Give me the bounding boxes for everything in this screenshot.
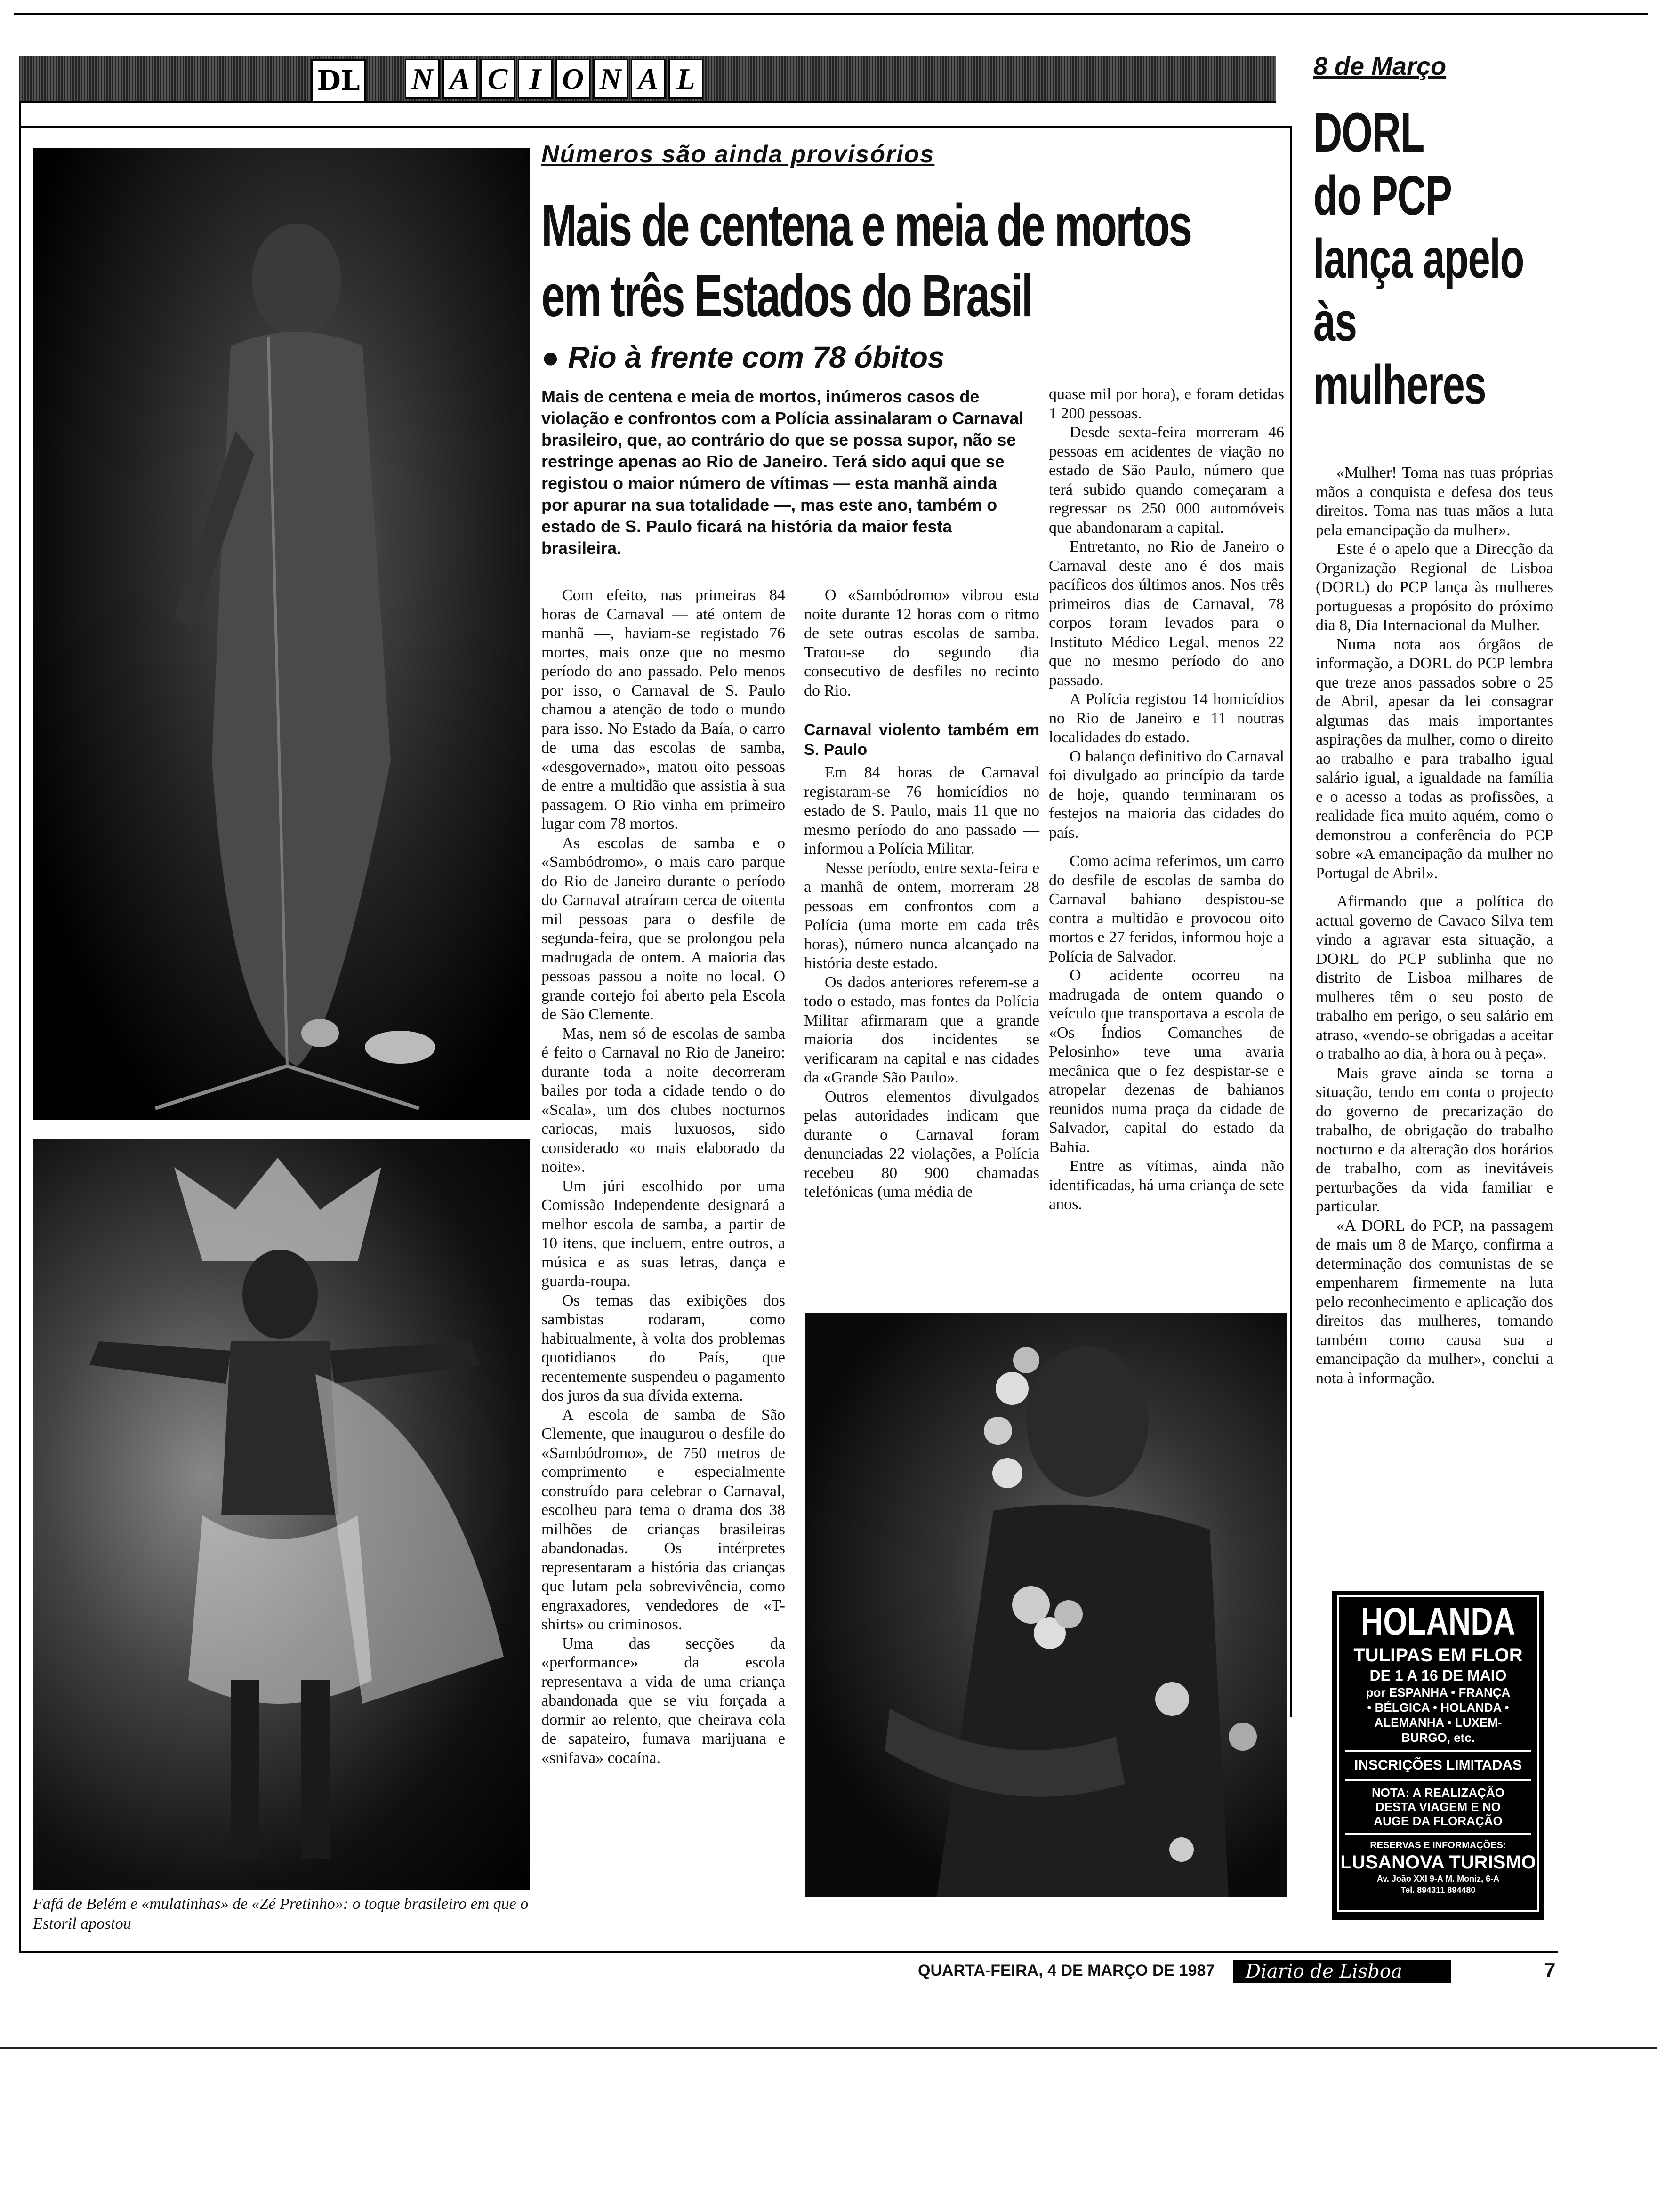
ad-subtitle: TULIPAS EM FLOR	[1353, 1645, 1523, 1666]
paragraph: O «Sambódromo» vibrou esta noite durante 12 horas com o ritmo de sete outras escolas de samba. Tratou-se do segundo dia consecutivo de desfiles no recinto do Rio.	[804, 586, 1039, 699]
footer-masthead: Diario de Lisboa	[1233, 1960, 1451, 1983]
ad-route: BURGO, etc.	[1401, 1731, 1475, 1745]
paragraph: Como acima referimos, um carro do desfile de escolas de samba do Carnaval bahiano despistou-se contra a multidão e provocou oito mortos e 27 feridos, informou hoje a Polícia de Salvador.	[1049, 852, 1284, 965]
photo-caption: Fafá de Belém e «mulatinhas» de «Zé Pretinho»: o toque brasileiro em que o Estoril apostou	[33, 1895, 529, 1932]
title-line: do PCP	[1313, 165, 1452, 227]
dancer-figure	[33, 1139, 530, 1890]
story-lead: Mais de centena e meia de mortos, inúmeros casos de violação e confrontos com a Polícia assinalaram o Carnaval brasileiro, que, ao contrário do que se possa supor, não se restringe apenas ao Rio de Janeiro. Terá sido aqui que se registou o maior número de vítimas — esta manhã ainda por apurar na sua totalidade —, mas este ano, também o estado de S. Paulo ficará na história da maior festa brasileira.	[541, 387, 1024, 558]
ad-route: ALEMANHA • LUXEM-	[1374, 1715, 1502, 1730]
ad-phone: Tel. 894311 894480	[1400, 1885, 1476, 1895]
section-letter: A	[442, 59, 477, 99]
story-kicker: Números são ainda provisórios	[541, 141, 935, 168]
paragraph: Afirmando que a política do actual governo de Cavaco Silva tem vindo a agravar esta situação, a DORL do PCP sublinha que no distrito de Lisboa milhares de mulheres têm o seu posto de trabalho em perigo, o seu salário em atraso, «vendo-se obrigadas a aceitar o trabalho ao dia, à hora ou à peça».	[1316, 893, 1553, 1063]
photo-dancer	[33, 1139, 530, 1890]
ad-limited: INSCRIÇÕES LIMITADAS	[1354, 1757, 1522, 1773]
paragraph: A escola de samba de São Clemente, que inaugurou o desfile do «Sambódromo», de 750 metros de comprimento e especialmente construído para celebrar o Carnaval, escolheu para tema o drama dos 38 milhões de crianças brasileiras abandonadas. Os intérpretes representaram a história das crianças que lutam pela sobrevivência, como engraxadores, vendedores de «T-shirts» ou criminosos.	[541, 1406, 785, 1633]
section-title	[405, 59, 706, 99]
page-number: 7	[1544, 1959, 1556, 1982]
paragraph: Mas, nem só de escolas de samba é feito o Carnaval no Rio de Janeiro: durante toda a noite decorreram bailes por toda a cidade tendo o do «Scala», um dos clubes nocturnos cariocas, mais luxuosos, sido considerado «o mais elaborado da noite».	[541, 1025, 785, 1176]
section-letter: N	[405, 59, 440, 99]
section-letter: O	[555, 59, 590, 99]
ad-route: • BÉLGICA • HOLANDA •	[1367, 1700, 1509, 1715]
paragraph: Outros elementos divulgados pelas autoridades indicam que durante o Carnaval foram denunciadas 22 violações, a Polícia recebeu 80 900 chamadas telefónicas (uma média de	[804, 1088, 1039, 1201]
ad-address: Av. João XXI 9-A M. Moniz, 6-A	[1376, 1874, 1500, 1883]
paragraph: Entretanto, no Rio de Janeiro o Carnaval deste ano é dos mais pacíficos dos últimos anos. Nos três primeiros dias de Carnaval, 78 corpos foram levados para o Instituto Médico Legal, menos 22 que no mesmo período do ano passado.	[1049, 538, 1284, 689]
paragraph: Uma das secções da «performance» da escola representava a vida de uma criança abandonada que se viu forçada a dormir ao relento, que cheirava cola de sapateiro, fumava marijuana e «snifava» cocaína.	[541, 1635, 785, 1767]
paragraph: «A DORL do PCP, na passagem de mais um 8 de Março, confirma a determinação dos comunistas de se empenharem firmemente na luta pelo reconhecimento e aplicação dos direitos das mulheres, tomando também como causa sua a emancipação da mulher», conclui a nota à informação.	[1316, 1217, 1553, 1387]
title-line: mulheres	[1313, 354, 1486, 416]
subsection-heading: Carnaval violento também em S. Paulo	[804, 721, 1039, 759]
footer-date: QUARTA-FEIRA, 4 DE MARÇO DE 1987	[918, 1962, 1215, 1980]
spacer	[804, 700, 1039, 710]
ad-agency: LUSANOVA TURISMO	[1340, 1852, 1536, 1873]
title-line: DORL	[1313, 102, 1424, 164]
side-story-label: 8 de Março	[1313, 52, 1447, 80]
paragraph: Os temas das exibições dos sambistas rodaram, como habitualmente, à volta dos problemas quotidianos do País, que recentemente suspendeu o pagamento dos juros da sua dívida externa.	[541, 1291, 785, 1404]
ad-divider	[1345, 1750, 1531, 1752]
ad-reservas: RESERVAS E INFORMAÇÕES:	[1370, 1840, 1506, 1851]
paragraph: Nesse período, entre sexta-feira e a manhã de ontem, morreram 28 pessoas em confrontos com a Polícia (uma morte em cada três horas), número nunca alcançado na história deste estado.	[804, 859, 1039, 972]
paragraph: Entre as vítimas, ainda não identificadas, há uma criança de sete anos.	[1049, 1157, 1284, 1213]
paragraph: Numa nota aos órgãos de informação, a DORL do PCP lembra que treze anos passados sobre o 25 de Abril, apesar da lei consagrar algumas das mais importantes aspirações da mulher, como o direito ao trabalho e para trabalho igual salário igual, a igualdade na família e o acesso a todas as profissões, a realidade fica muito aquém, como o demonstrou a conferência do PCP sobre «A emancipação da mulher no Portugal de Abril».	[1316, 635, 1553, 882]
spacer	[1049, 842, 1284, 852]
main-right-border	[1290, 126, 1292, 1717]
paragraph: Os dados anteriores referem-se a todo o estado, mas fontes da Polícia Militar afirmaram que a grande maioria dos incidentes se verificaram na capital e nas cidades da «Grande São Paulo».	[804, 973, 1039, 1086]
paragraph: O acidente ocorreu na madrugada de ontem quando o veículo que transportava a escola de «Os Índios Comanches de Pelosinho» teve uma avaria mecânica que o fez despistar-se e atropelar dezenas de bahianos reunidos numa praça da cidade de Salvador, capital do estado da Bahia.	[1049, 967, 1284, 1156]
ad-note: AUGE DA FLORAÇÃO	[1374, 1814, 1503, 1828]
ad-note: NOTA: A REALIZAÇÃO	[1371, 1786, 1505, 1800]
side-story-body	[1316, 464, 1553, 1388]
ad-title: HOLANDA	[1361, 1600, 1515, 1643]
ad-divider	[1345, 1779, 1531, 1781]
article-column-3	[1049, 385, 1284, 1214]
paragraph: Em 84 horas de Carnaval registaram-se 76 homicídios no estado de S. Paulo, mais 11 que no mesmo período do ano passado — informou a Polícia Militar.	[804, 764, 1039, 858]
ad-divider	[1345, 1833, 1531, 1835]
spacer	[1316, 883, 1553, 892]
main-left-border	[19, 101, 21, 1951]
section-letter: A	[631, 59, 666, 99]
title-line: às	[1313, 291, 1357, 353]
photo-singer	[33, 148, 530, 1120]
paragraph: Desde sexta-feira morreram 46 pessoas em acidentes de viação no estado de São Paulo, número que terá subido quando começaram a regressar os 250 000 automóveis que abandonaram a capital.	[1049, 424, 1284, 537]
paragraph: As escolas de samba e o «Sambódromo», o mais caro parque do Rio de Janeiro durante o período do Carnaval atraíram cerca de oitenta mil pessoas para o desfile de segunda-feira, que se prolongou pela madrugada de ontem. A maioria das pessoas passou a noite no local. O grande cortejo foi aberto pela Escola de São Clemente.	[541, 834, 785, 1023]
singer-figure	[33, 148, 530, 1120]
story-subhead	[541, 340, 945, 375]
ad-dates: DE 1 A 16 DE MAIO	[1369, 1667, 1507, 1684]
headline-line-1: Mais de centena e meia de mortos	[541, 192, 1191, 258]
paragraph: Um júri escolhido por uma Comissão Independente designará a melhor escola de samba, a partir de 10 itens, que incluem, entre outros, a música e as suas letras, dança e guarda-roupa.	[541, 1177, 785, 1290]
main-top-border	[19, 126, 1290, 128]
headline-line-2: em três Estados do Brasil	[541, 263, 1032, 329]
title-line: lança apelo	[1313, 228, 1524, 290]
paragraph: Com efeito, nas primeiras 84 horas de Carnaval — até ontem de manhã —, haviam-se registado 76 mortes, mais onze que no mesmo período do ano passado. Pelo menos por isso, o Carnaval de S. Paulo chamou a atenção de todo o mundo para isso. No Estado da Baía, o carro de uma das escolas de samba, «desgovernado», matou oito pessoas de entre a multidão que assistia à sua passagem. O Rio vinha em primeiro lugar com 78 mortos.	[541, 586, 785, 833]
section-letter: C	[480, 59, 515, 99]
travel-advertisement	[1332, 1591, 1544, 1920]
paragraph: A Polícia registou 14 homicídios no Rio de Janeiro e 11 noutras localidades do estado.	[1049, 690, 1284, 746]
bottom-border	[19, 1951, 1558, 1953]
paragraph: «Mulher! Toma nas tuas próprias mãos a conquista e defesa dos teus direitos. Toma nas tuas mãos a luta pela emancipação da mulher».	[1316, 464, 1553, 539]
section-letter: I	[518, 59, 553, 99]
photo-carnival-woman	[805, 1313, 1287, 1897]
side-story-title	[1313, 101, 1606, 417]
paragraph: Este é o apelo que a Direcção da Organização Regional de Lisboa (DORL) do PCP lança às mulheres portuguesas a propósito do próximo dia 8, Dia Internacional da Mulher.	[1316, 540, 1553, 634]
carnival-figure	[805, 1313, 1287, 1897]
newspaper-logo: DL	[311, 59, 366, 103]
section-letter: N	[593, 59, 628, 99]
ad-route: por ESPANHA • FRANÇA	[1366, 1685, 1511, 1699]
article-column-1	[541, 586, 785, 1768]
paragraph: O balanço definitivo do Carnaval foi divulgado ao princípio da tarde de hoje, quando terminaram os festejos na maioria das cidades do país.	[1049, 747, 1284, 842]
article-column-2	[804, 586, 1039, 1202]
bullet-icon: ●	[541, 340, 568, 374]
left-edge-rule	[0, 2047, 1657, 2049]
paragraph: quase mil por hora), e foram detidas 1 200 pessoas.	[1049, 385, 1284, 422]
subhead-text: Rio à frente com 78 óbitos	[568, 340, 945, 374]
paragraph: Mais grave ainda se torna a situação, tendo em conta o projecto do governo de precarização do trabalho, de obrigação do trabalho nocturno e da alteração dos horários de trabalho, com as inevitáveis perturbações da vida familiar e particular.	[1316, 1064, 1553, 1215]
top-rule	[14, 13, 1648, 15]
section-letter: L	[668, 59, 703, 99]
ad-note: DESTA VIAGEM E NO	[1375, 1800, 1501, 1814]
